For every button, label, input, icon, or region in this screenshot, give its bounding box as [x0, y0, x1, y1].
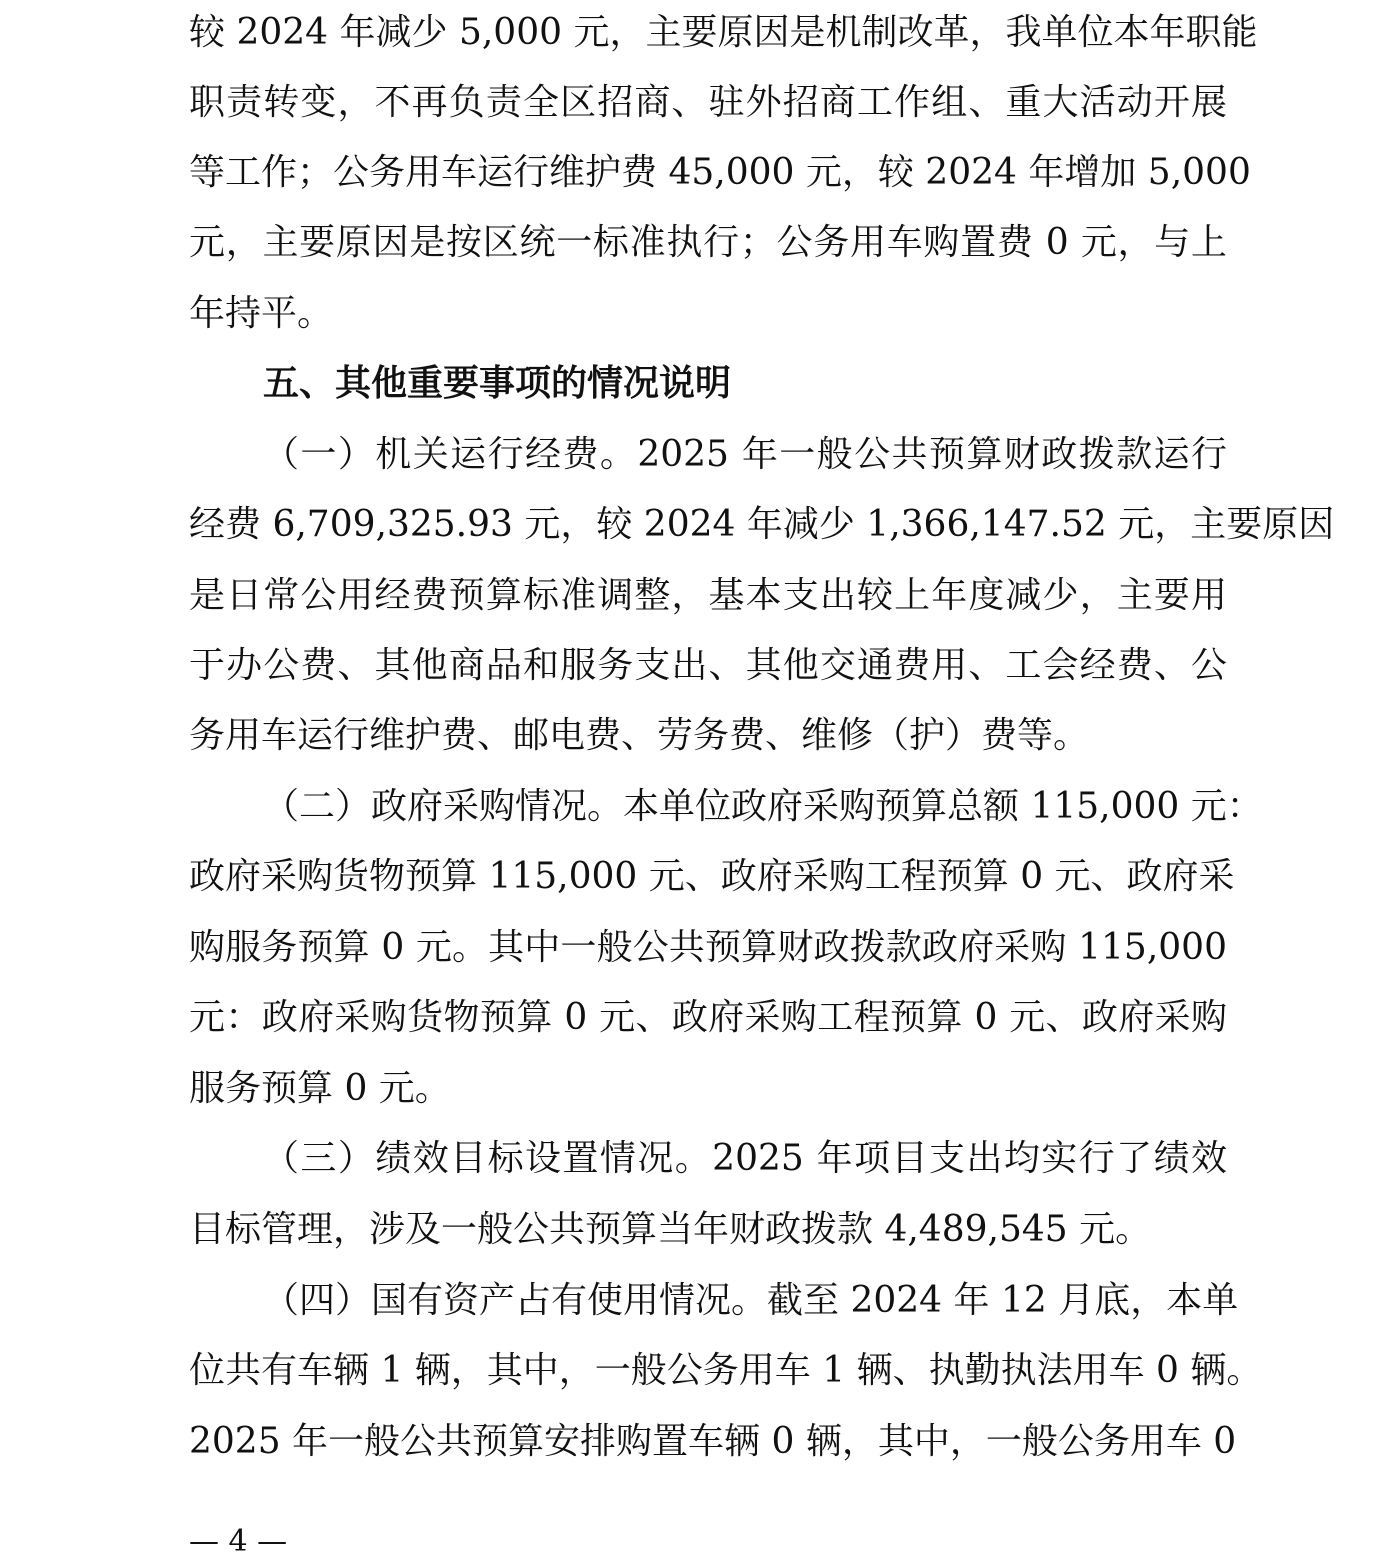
paragraph-2-line-4: 元：政府采购货物预算 0 元、政府采购工程预算 0 元、政府采购	[189, 997, 1227, 1038]
paragraph-3-line-1: （三）绩效目标设置情况。2025 年项目支出均实行了绩效	[263, 1138, 1227, 1179]
body-line-4: 元，主要原因是按区统一标准执行；公务用车购置费 0 元，与上	[189, 222, 1227, 263]
paragraph-4-line-3: 2025 年一般公共预算安排购置车辆 0 辆，其中，一般公务用车 0	[189, 1421, 1237, 1462]
body-line-2: 职责转变，不再负责全区招商、驻外招商工作组、重大活动开展	[189, 82, 1227, 123]
section-heading: 五、其他重要事项的情况说明	[263, 363, 732, 404]
paragraph-1-line-3: 是日常公用经费预算标准调整，基本支出较上年度减少，主要用	[189, 575, 1227, 616]
body-line-1: 较 2024 年减少 5,000 元，主要原因是机制改革，我单位本年职能	[189, 12, 1258, 53]
paragraph-2-line-1: （二）政府采购情况。本单位政府采购预算总额 115,000 元：	[263, 786, 1263, 827]
paragraph-2-line-3: 购服务预算 0 元。其中一般公共预算财政拨款政府采购 115,000	[189, 927, 1227, 968]
paragraph-4-line-2: 位共有车辆 1 辆，其中，一般公务用车 1 辆、执勤执法用车 0 辆。	[189, 1350, 1263, 1391]
paragraph-2-line-5: 服务预算 0 元。	[189, 1068, 451, 1109]
paragraph-1-line-4: 于办公费、其他商品和服务支出、其他交通费用、工会经费、公	[189, 645, 1227, 686]
paragraph-3-line-2: 目标管理，涉及一般公共预算当年财政拨款 4,489,545 元。	[189, 1209, 1152, 1250]
paragraph-1-line-1: （一）机关运行经费。2025 年一般公共预算财政拨款运行	[263, 434, 1227, 475]
page-number: — 4 —	[189, 1524, 288, 1559]
body-line-3: 等工作；公务用车运行维护费 45,000 元，较 2024 年增加 5,000	[189, 152, 1251, 193]
paragraph-2-line-2: 政府采购货物预算 115,000 元、政府采购工程预算 0 元、政府采	[189, 856, 1235, 897]
paragraph-1-line-5: 务用车运行维护费、邮电费、劳务费、维修（护）费等。	[189, 715, 1090, 756]
paragraph-1-line-2: 经费 6,709,325.93 元，较 2024 年减少 1,366,147.52 元，主要原因	[189, 504, 1335, 545]
paragraph-4-line-1: （四）国有资产占有使用情况。截至 2024 年 12 月底，本单	[263, 1280, 1239, 1321]
body-line-5: 年持平。	[189, 293, 334, 334]
